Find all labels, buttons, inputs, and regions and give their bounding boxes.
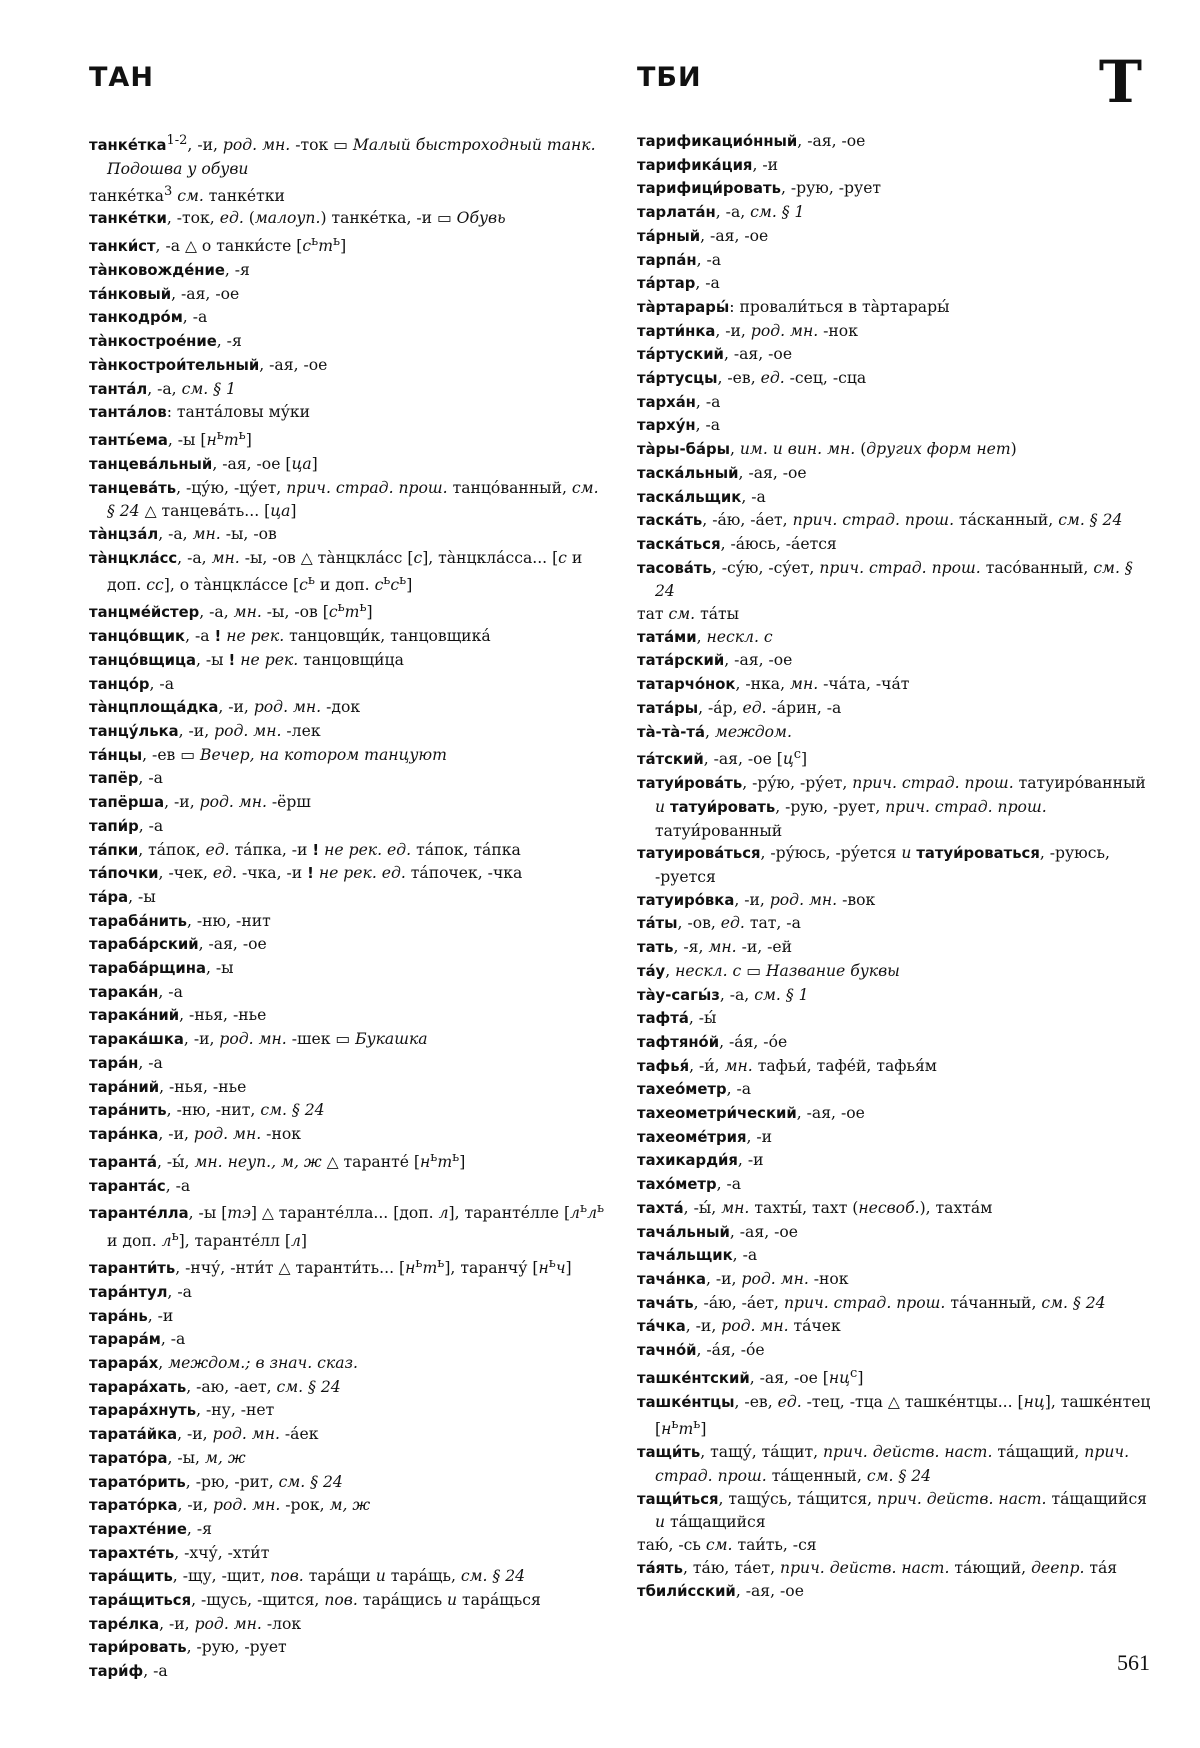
dictionary-entry: та́ртусцы, -ев, ед. -сец, -сца [637, 369, 867, 388]
dictionary-entry: тапёрша, -и, род. мн. -ёрш [89, 793, 311, 812]
dictionary-entry: таранти́ть, -нчу́, -нти́т △ таранти́ть... $[н^ьт^ь]$, таранчу́ $[н^ьч]$ [89, 1256, 572, 1278]
dictionary-entry: тари́ф, -а [89, 1662, 168, 1681]
dictionary-entry: танке́тки, -ток, ед. (малоуп.) танке́тка, -и ▭ Обувь [89, 209, 506, 228]
dictionary-entry: тара́щиться, -щусь, -щится, пов. тара́щись и тара́щься [89, 1591, 541, 1610]
dictionary-entry: тарака́ний, -нья, -нье [89, 1006, 267, 1025]
dictionary-entry: тара́щить, -щу, -щит, пов. тара́щи и тара́щь, см. § 24 [89, 1567, 526, 1586]
dictionary-entry: тара́н, -а [89, 1053, 163, 1072]
dictionary-entry: та́тский, -ая, -ое $[ц^с]$ [637, 747, 808, 769]
dictionary-entry: та́ра, -ы [89, 887, 156, 906]
dictionary-entry: тарато́рка, -и, род. мн. -рок, м, ж [89, 1496, 371, 1515]
dictionary-entry: тари́ровать, -рую, -рует [89, 1638, 287, 1657]
dictionary-entry: тарара́хнуть, -ну, -нет [89, 1401, 275, 1420]
dictionary-entry: тарха́н, -а [637, 392, 721, 411]
dictionary-entry: танцме́йстер, -а, мн. -ы, -ов $[с^ьт^ь]$ [89, 600, 373, 622]
dictionary-entry: тать, -я, мн. -и, -ей [637, 938, 793, 957]
dictionary-entry: танцо́вщица, -ы ! не рек. танцовщи́ца [89, 650, 404, 669]
dictionary-entry: та́у, нескл. с ▭ Название буквы [637, 961, 900, 980]
dictionary-entry: тарака́н, -а [89, 982, 183, 1001]
dictionary-entry: тарато́ра, -ы, м, ж [89, 1448, 246, 1467]
dictionary-entry: танта́л, -а, см. § 1 [89, 379, 236, 398]
dictionary-entry: татуи́рова́ть, -ру́ю, -ру́ет, прич. страд. прош. татуиро́ванный и татуи́ровать, -рую, -рует, прич. страд. прош. татуи́рованный [637, 774, 1146, 840]
dictionary-entry: та̀ртарары́: провали́ться в та̀ртарары́ [637, 297, 950, 316]
dictionary-entry: тахеометри́ческий, -ая, -ое [637, 1104, 865, 1123]
dictionary-entry: тарху́н, -а [637, 416, 721, 435]
dictionary-entry: тата́ми, нескл. с [637, 627, 773, 646]
dictionary-entry: тарара́хать, -аю, -ает, см. § 24 [89, 1377, 341, 1396]
dictionary-entry: тащи́ть, тащу́, та́щит, прич. действ. наст. та́щащий, прич. страд. прош. та́щенный, см. § 24 [637, 1443, 1130, 1485]
dictionary-entry: танке́тка$^{1-2}$, -и, род. мн. -ток ▭ Малый быстроходный танк. Подошва у обуви [89, 133, 596, 178]
dictionary-entry: та̀-та̀-та́, междом. [637, 722, 792, 741]
dictionary-entry: тахикарди́я, -и [637, 1151, 764, 1170]
dictionary-entry: татуирова́ться, -ру́юсь, -ру́ется и татуи́роваться, -руюсь, -руется [637, 844, 1110, 886]
dictionary-entry: тача́льщик, -а [637, 1246, 758, 1265]
dictionary-entry: тача́льный, -ая, -ое [637, 1222, 798, 1241]
dictionary-entry: тафья́, -и́, мн. тафьи́, тафе́й, тафья́м [637, 1056, 937, 1075]
dictionary-entry: та̀у-сагы́з, -а, см. § 1 [637, 985, 809, 1004]
dictionary-entry: тарата́йка, -и, род. мн. -а́ек [89, 1425, 319, 1444]
dictionary-entry: тарака́шка, -и, род. мн. -шек ▭ Букашка [89, 1030, 428, 1049]
dictionary-entry: тата́ры, -а́р, ед. -а́рин, -а [637, 698, 842, 717]
section-letter: Т [1098, 48, 1142, 116]
dictionary-entry: тара́нить, -ню, -нит, см. § 24 [89, 1101, 325, 1120]
dictionary-entry: тарлата́н, -а, см. § 1 [637, 203, 805, 222]
dictionary-entry: танки́ст, -а △ о танки́сте $[с^ьт^ь]$ [89, 234, 347, 256]
dictionary-entry: та́нковый, -ая, -ое [89, 284, 240, 303]
dictionary-entry: тача́нка, -и, род. мн. -нок [637, 1269, 849, 1288]
dictionary-entry: татуиро́вка, -и, род. мн. -вок [637, 890, 876, 909]
dictionary-entry: тахеоме́трия, -и [637, 1127, 773, 1146]
dictionary-entry: та́ты, -ов, ед. тат, -а [637, 914, 801, 933]
dictionary-entry: тара́нтул, -а [89, 1282, 192, 1301]
dictionary-entry: тарифика́ция, -и [637, 155, 779, 174]
dictionary-entry: тат см. та́ты [637, 605, 740, 624]
page-number: 561 [1117, 1650, 1150, 1675]
dictionary-entry: тафтяно́й, -а́я, -о́е [637, 1032, 788, 1051]
dictionary-entry: таранта́с, -а [89, 1176, 191, 1195]
dictionary-entry: таска́ться, -а́юсь, -а́ется [637, 534, 837, 553]
dictionary-entry: тарпа́н, -а [637, 250, 722, 269]
dictionary-entry: татарчо́нок, -нка, мн. -ча́та, -ча́т [637, 675, 910, 694]
dictionary-entry: та́пки, та́пок, ед. та́пка, -и ! не рек. ед. та́пок, та́пка [89, 840, 521, 859]
dictionary-entry: ташке́нтский, -ая, -ое $[нц^с]$ [637, 1365, 864, 1387]
dictionary-entry: та̀ры-ба́ры, им. и вин. мн. (других форм нет) [637, 440, 1017, 459]
dictionary-entry: тараба́нить, -ню, -нит [89, 911, 271, 930]
dictionary-entry: танцо́р, -а [89, 674, 174, 693]
dictionary-entry: тасова́ть, -су́ю, -су́ет, прич. страд. прош. тасо́ванный, см. § 24 [637, 558, 1133, 601]
dictionary-entry: тахо́метр, -а [637, 1175, 742, 1194]
dictionary-entry: та̀нцза́л, -а, мн. -ы, -ов [89, 525, 277, 543]
dictionary-entry: та́нцы, -ев ▭ Вечер, на котором танцуют [89, 745, 447, 764]
dictionary-entry: тарара́х, междом.; в знач. сказ. [89, 1354, 358, 1373]
dictionary-entry: таска́льщик, -а [637, 487, 766, 506]
dictionary-entry: ташке́нтцы, -ев, ед. -тец, -тца △ ташке́нтцы... [нц], ташке́нтец $[н^ьт^ь]$ [637, 1392, 1151, 1439]
dictionary-entry: тачно́й, -а́я, -о́е [637, 1341, 765, 1360]
dictionary-entry: тараба́рский, -ая, -ое [89, 935, 267, 954]
dictionary-entry: тарифици́ровать, -рую, -рует [637, 179, 882, 198]
running-head-right: ТБИ [637, 62, 702, 93]
dictionary-entry: танцо́вщик, -а ! не рек. танцовщи́к, танцовщика́ [89, 627, 491, 646]
dictionary-entry: тапёр, -а [89, 769, 163, 788]
dictionary-entry: та̀нковожде́ние, -я [89, 261, 250, 280]
dictionary-entry: та́ртар, -а [637, 274, 720, 293]
dictionary-entry: танцева́ть, -цу́ю, -цу́ет, прич. страд. прош. танцо́ванный, см. § 24 △ танцева́ть... [ца] [89, 478, 599, 521]
dictionary-entry: тара́ний, -нья, -нье [89, 1077, 247, 1096]
dictionary-entry: тата́рский, -ая, -ое [637, 651, 793, 670]
dictionary-entry: та̀нкострои́тельный, -ая, -ое [89, 355, 328, 374]
left-column [89, 130, 609, 1684]
dictionary-entry: танцу́лька, -и, род. мн. -лек [89, 722, 321, 740]
dictionary-entry: та̀нцкла́сс, -а, мн. -ы, -ов △ та̀нцкла́сс [с], та̀нцкла́сса... [с и доп. сс], о та̀нцкла́ссе [$с^ь$ и доп. $с^ьс^ь$] [89, 548, 583, 595]
dictionary-entry: тарификацио́нный, -ая, -ое [637, 132, 866, 150]
dictionary-entry: тара́нь, -и [89, 1306, 174, 1325]
dictionary-entry: та́чка, -и, род. мн. та́чек [637, 1317, 841, 1336]
dictionary-entry: тащи́ться, тащу́сь, та́щится, прич. действ. наст. та́щащийся и та́щащийся [637, 1489, 1148, 1532]
dictionary-entry: тараба́рщина, -ы [89, 959, 234, 978]
dictionary-entry: тахта́, -ы́, мн. тахты́, тахт (несвоб.), тахта́м [637, 1198, 993, 1217]
dictionary-entry: тахео́метр, -а [637, 1080, 752, 1099]
dictionary-entry: тарато́рить, -рю, -рит, см. § 24 [89, 1472, 343, 1491]
dictionary-entry: таранта́, -ы́, мн. неуп., м, ж △ таранте́ $[н^ьт^ь]$ [89, 1149, 466, 1171]
dictionary-entry: та́ртуский, -ая, -ое [637, 345, 793, 364]
dictionary-entry: тафта́, -ы́ [637, 1009, 717, 1028]
right-column [637, 130, 1153, 1604]
dictionary-entry: та́ять, та́ю, та́ет, прич. действ. наст. та́ющий, деепр. та́я [637, 1558, 1118, 1577]
dictionary-entry: тарара́м, -а [89, 1330, 186, 1349]
dictionary-entry: танке́тка$^3$ см. танке́тки [89, 183, 285, 205]
dictionary-entry: тарти́нка, -и, род. мн. -нок [637, 321, 858, 340]
dictionary-entry: тача́ть, -а́ю, -а́ет, прич. страд. прош. та́чанный, см. § 24 [637, 1293, 1106, 1312]
dictionary-entry: тара́нка, -и, род. мн. -нок [89, 1124, 301, 1143]
running-head-left: ТАН [89, 62, 154, 93]
dictionary-entry: таю́, -сь см. таи́ть, -ся [637, 1536, 817, 1555]
dictionary-entry: та́почки, -чек, ед. -чка, -и ! не рек. ед. та́почек, -чка [89, 864, 523, 883]
dictionary-entry: та́рный, -ая, -ое [637, 226, 769, 245]
dictionary-entry: та̀нцплоща́дка, -и, род. мн. -док [89, 698, 361, 717]
dictionary-entry: тарахте́ние, -я [89, 1519, 212, 1538]
dictionary-entry: танцева́льный, -ая, -ое [ца] [89, 454, 318, 473]
dictionary-entry: танкодро́м, -а [89, 308, 208, 327]
dictionary-entry: таска́льный, -ая, -ое [637, 463, 807, 482]
dictionary-entry: тбили́сский, -ая, -ое [637, 1582, 804, 1601]
dictionary-entry: танта́лов: танта́ловы му́ки [89, 403, 311, 422]
dictionary-entry: та̀нкостроéние, -я [89, 332, 242, 351]
dictionary-entry: таранте́лла, -ы [тэ] △ таранте́лла... [доп. л], таранте́лле [$л^ьл^ь$ и доп. $л^ь$], таранте́лл [л] [89, 1201, 605, 1251]
dictionary-entry: тарахте́ть, -хчу́, -хти́т [89, 1543, 270, 1562]
dictionary-entry: тапи́р, -а [89, 816, 164, 835]
dictionary-entry: таре́лка, -и, род. мн. -лок [89, 1614, 302, 1633]
dictionary-entry: танть́ема, -ы $[н^ьт^ь]$ [89, 428, 252, 450]
dictionary-entry: таска́ть, -а́ю, -а́ет, прич. страд. прош. та́сканный, см. § 24 [637, 511, 1123, 530]
